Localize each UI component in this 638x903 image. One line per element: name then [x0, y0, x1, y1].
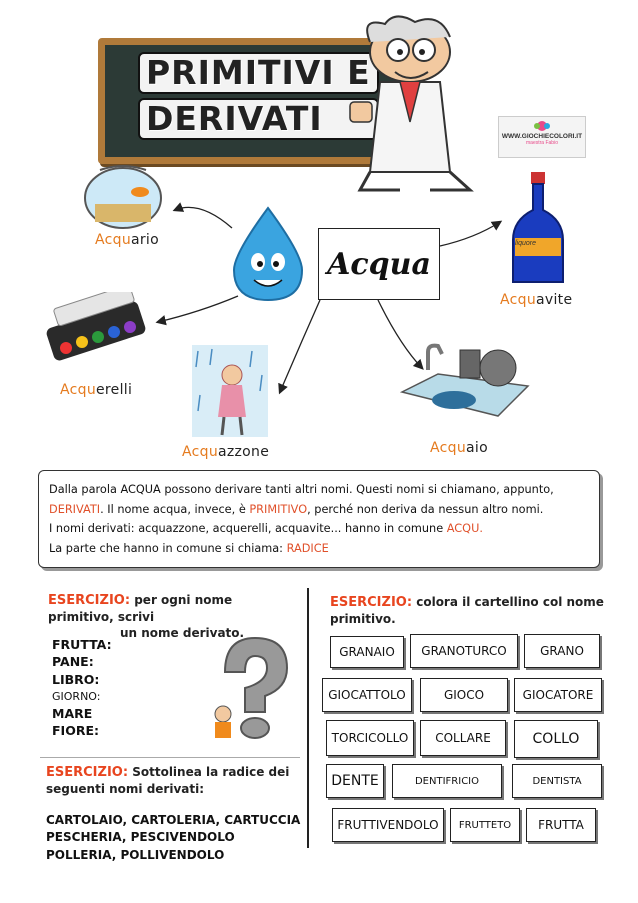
- exercise-2-title: ESERCIZIO: colora il cartellino col nome primitivo.: [330, 595, 604, 626]
- card-frutta[interactable]: FRUTTA: [526, 808, 596, 842]
- title-line-2: DERIVATI: [138, 98, 379, 140]
- explanation-line-1: Dalla parola ACQUA possono derivare tanti altri nomi. Questi nomi si chiamano, appunto,: [49, 483, 554, 496]
- card-collo[interactable]: COLLO: [514, 720, 598, 758]
- brand-url: WWW.GIOCHIECOLORI.IT: [501, 133, 583, 140]
- exercise-1-word-list: [52, 636, 112, 740]
- card-granoturco[interactable]: GRANOTURCO: [410, 634, 518, 668]
- derived-acquerelli: Acquerelli: [60, 382, 133, 398]
- card-granaio[interactable]: GRANAIO: [330, 636, 404, 668]
- explanation-line-2: DERIVATI. Il nome acqua, invece, è PRIMITIVO, perché non deriva da nessun altro nomi.: [49, 502, 544, 516]
- derived-acquazzone: Acquazzone: [182, 444, 270, 460]
- divider: [40, 757, 300, 758]
- word-mare: MARE: [52, 706, 93, 722]
- title-line-1: PRIMITIVI E: [138, 52, 379, 94]
- primitive-word-box: Acqua: [318, 228, 440, 300]
- card-grano[interactable]: GRANO: [524, 634, 600, 668]
- card-giocattolo[interactable]: GIOCATTOLO: [322, 678, 412, 712]
- derived-line: PESCHERIA, PESCIVENDOLO: [46, 830, 235, 845]
- card-collare[interactable]: COLLARE: [420, 720, 506, 756]
- card-gioco[interactable]: GIOCO: [420, 678, 508, 712]
- exercise-1-title: ESERCIZIO: per ogni nome primitivo, scrivi un nome derivato.: [48, 593, 245, 640]
- bottle-label: liquore: [515, 240, 537, 247]
- exercise-3-lines: [46, 812, 300, 864]
- card-giocatore[interactable]: GIOCATORE: [514, 678, 602, 712]
- derived-line: CARTOLAIO, CARTOLERIA, CARTUCCIA: [46, 813, 301, 827]
- word-frutta: FRUTTA:: [52, 637, 112, 652]
- brand-author: maestra Fabio: [526, 140, 558, 146]
- derived-line: POLLERIA, POLLIVENDOLO: [46, 847, 225, 862]
- derived-acquario: Acquario: [95, 232, 159, 248]
- card-dente[interactable]: DENTE: [326, 764, 384, 798]
- explanation-box: [38, 470, 600, 568]
- explanation-line-3: I nomi derivati: acquazzone, acquerelli, acquavite... hanno in comune ACQU.: [49, 522, 483, 535]
- word-fiore: FIORE:: [52, 723, 99, 739]
- derived-acquaio: Acquaio: [430, 440, 488, 456]
- column-divider: [307, 588, 309, 848]
- word-libro: LIBRO:: [52, 671, 100, 687]
- card-fruttivendolo[interactable]: FRUTTIVENDOLO: [332, 808, 444, 842]
- card-frutteto[interactable]: FRUTTETO: [450, 808, 520, 842]
- card-dentista[interactable]: DENTISTA: [512, 764, 602, 798]
- derived-acquavite: Acquavite: [500, 292, 573, 308]
- card-dentifricio[interactable]: DENTIFRICIO: [392, 764, 502, 798]
- card-torcicollo[interactable]: TORCICOLLO: [326, 720, 414, 756]
- explanation-line-4: La parte che hanno in comune si chiama: RADICE: [49, 541, 329, 555]
- question-mark-icon: [195, 632, 299, 742]
- word-giorno: GIORNO:: [52, 689, 101, 703]
- word-pane: PANE:: [52, 654, 94, 670]
- exercise-3-title: ESERCIZIO: Sottolinea la radice dei seguenti nomi derivati:: [46, 765, 290, 796]
